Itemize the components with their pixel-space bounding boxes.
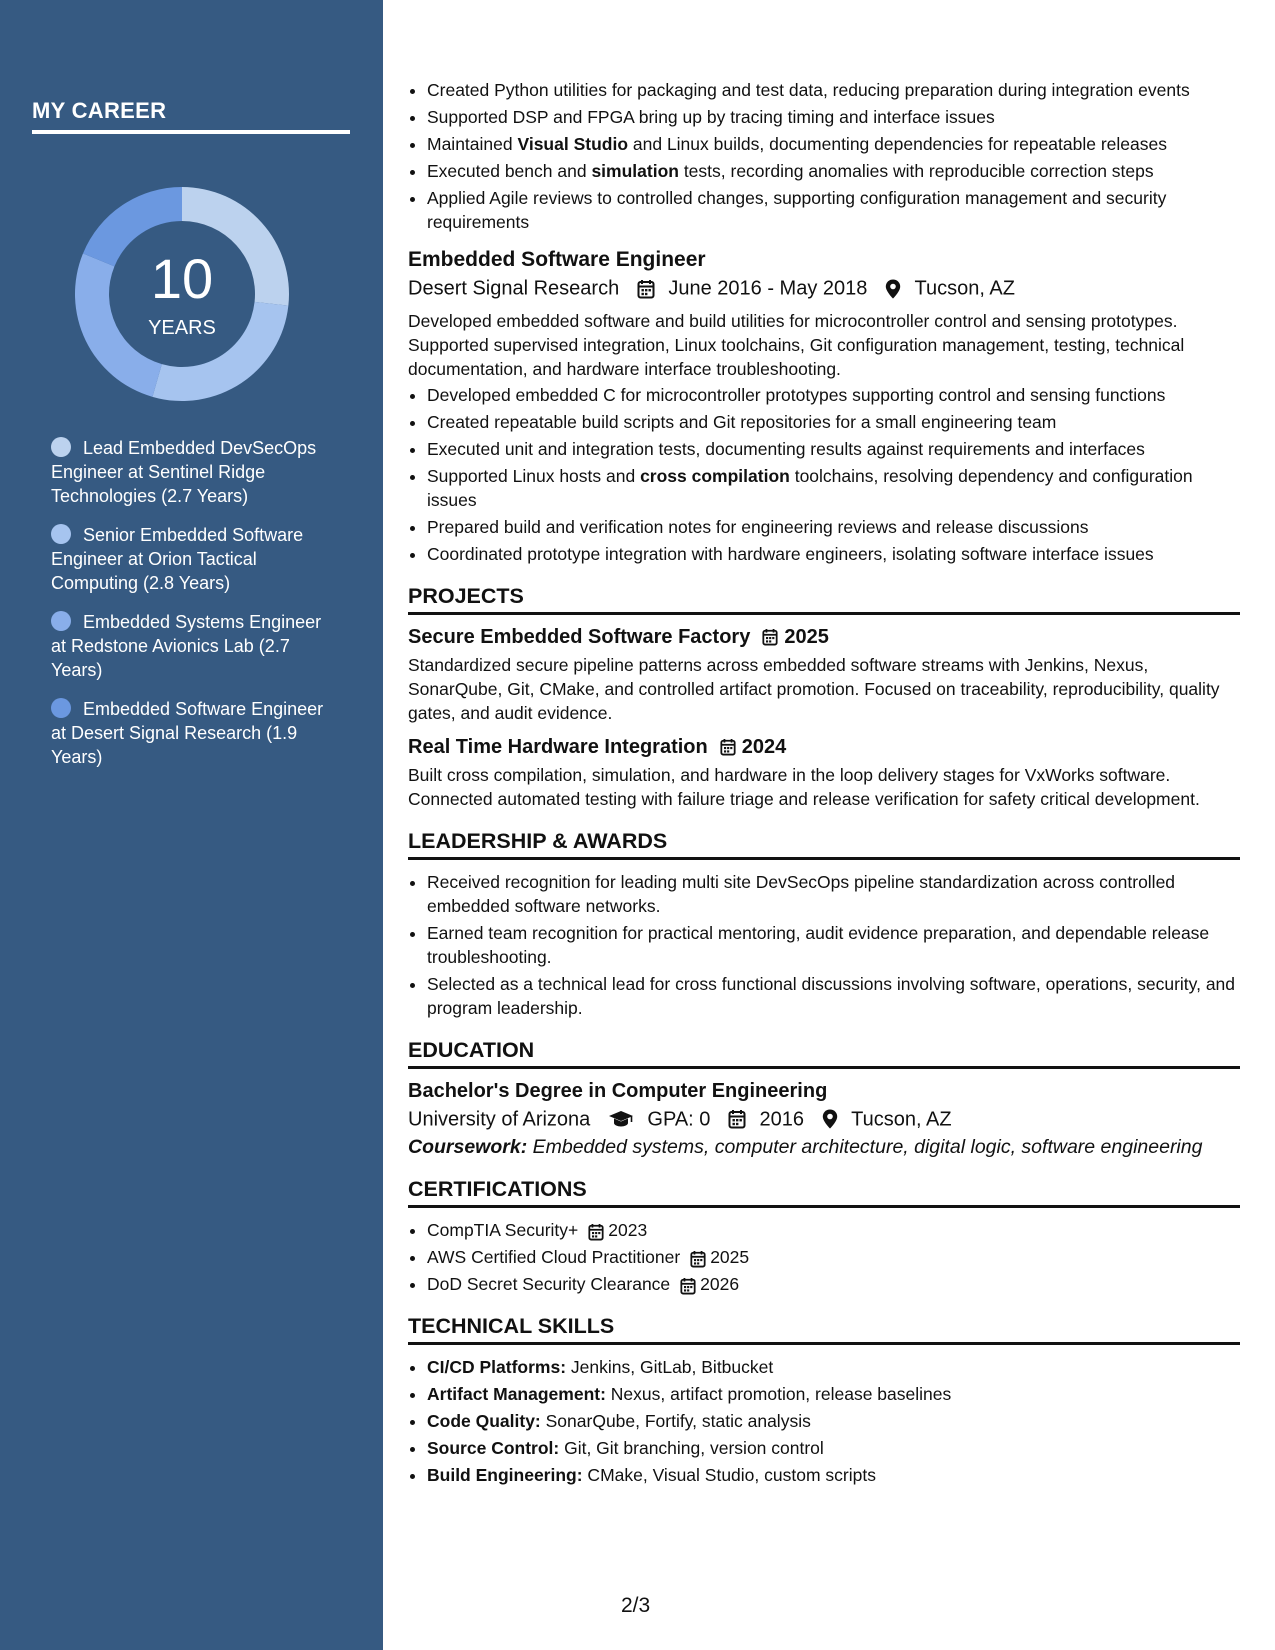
education-gpa: GPA: 0: [647, 1108, 711, 1131]
project-description: Standardized secure pipeline patterns across embedded software streams with Jenkins, Nexus, SonarQube, Git, CMake, and controlled artifact promotion. Focused on traceability, reproducibility, quality gates, and audit evidence.: [408, 654, 1220, 723]
bullet-item: • Created Python utilities for packaging and test data, reducing preparation during integration events: [427, 78, 1240, 102]
education-coursework: [408, 1135, 1240, 1159]
calendar-icon: [690, 1250, 706, 1268]
projects-heading: PROJECTS: [408, 584, 1240, 615]
education-degree: Bachelor's Degree in Computer Engineering: [408, 1079, 828, 1102]
skill-label: Source Control:: [427, 1438, 560, 1459]
project-title-row: [408, 625, 1240, 649]
career-item: [51, 436, 336, 508]
calendar-icon: [588, 1223, 604, 1241]
education-school: University of Arizona: [408, 1108, 591, 1131]
skill-item: [427, 1382, 1240, 1406]
calendar-icon: [728, 1109, 746, 1129]
bullet-item: • Created repeatable build scripts and Git repositories for a small engineering team: [427, 410, 1240, 434]
certification-year: 2023: [608, 1220, 648, 1241]
career-list: [51, 436, 336, 784]
bullet-item: • Coordinated prototype integration with hardware engineers, isolating software interface issues: [427, 542, 1240, 566]
map-pin-icon: [885, 279, 901, 299]
job-dates: June 2016 - May 2018: [668, 277, 868, 300]
bullet-item: • Supported DSP and FPGA bring up by tracing timing and interface issues: [427, 105, 1240, 129]
skill-value: Jenkins, GitLab, Bitbucket: [566, 1357, 774, 1378]
skill-value: Git, Git branching, version control: [559, 1438, 824, 1459]
calendar-icon: [680, 1277, 696, 1295]
leadership-item: • Earned team recognition for practical mentoring, audit evidence preparation, and dependable release troubleshooting.: [427, 921, 1240, 969]
career-legend-dot: [51, 524, 71, 544]
job-summary: Developed embedded software and build utilities for microcontroller control and sensing prototypes. Supported supervised integration, Linux toolchains, Git configuration management, testing, technical documentation, and hardware interface troubleshooting.: [408, 310, 1185, 379]
skill-item: [427, 1463, 1240, 1487]
leadership-heading: LEADERSHIP & AWARDS: [408, 829, 1240, 860]
calendar-icon: [637, 279, 655, 299]
career-total-unit: YEARS: [148, 317, 216, 339]
skill-value: Nexus, artifact promotion, release baselines: [605, 1384, 952, 1405]
education-year: 2016: [759, 1108, 805, 1131]
page-number: 2/3: [621, 1594, 651, 1617]
job-company: Desert Signal Research: [408, 277, 620, 300]
career-title: MY CAREER: [32, 98, 350, 134]
project-year: 2024: [741, 735, 787, 758]
project-title: Real Time Hardware Integration: [408, 735, 708, 758]
education-location: Tucson, AZ: [851, 1108, 952, 1131]
certifications-list: [408, 1218, 1240, 1296]
project-title: Secure Embedded Software Factory: [408, 625, 751, 648]
project-description: Built cross compilation, simulation, and hardware in the loop delivery stages for VxWorks software. Connected automated testing with failure triage and release verification for safety critical development.: [408, 764, 1200, 809]
certification-year: 2025: [710, 1247, 750, 1268]
career-item: [51, 610, 336, 682]
career-item-text: Lead Embedded DevSecOps Engineer at Sentinel Ridge Technologies (2.7 Years): [51, 438, 317, 506]
certification-item: [427, 1245, 1240, 1269]
leadership-item: • Received recognition for leading multi site DevSecOps pipeline standardization across controlled embedded software networks.: [427, 870, 1240, 918]
education-meta: [408, 1107, 1240, 1132]
career-item-text: Senior Embedded Software Engineer at Orion Tactical Computing (2.8 Years): [51, 525, 304, 593]
career-item: [51, 523, 336, 595]
career-item: [51, 697, 336, 769]
career-legend-dot: [51, 611, 71, 631]
career-legend-dot: [51, 437, 71, 457]
career-item-text: Embedded Systems Engineer at Redstone Avionics Lab (2.7 Years): [51, 612, 322, 680]
project-item: [408, 625, 1240, 725]
bullet-item: • Applied Agile reviews to controlled changes, supporting configuration management and security requirements: [427, 186, 1240, 234]
skill-item: [427, 1436, 1240, 1460]
skill-label: Build Engineering:: [427, 1465, 583, 1486]
job-location: Tucson, AZ: [914, 277, 1015, 300]
job-title: Embedded Software Engineer: [408, 248, 706, 271]
job-bullets: [408, 383, 1240, 566]
education-heading: EDUCATION: [408, 1038, 1240, 1069]
skill-label: CI/CD Platforms:: [427, 1357, 567, 1378]
projects-list: [408, 625, 1240, 811]
skill-value: CMake, Visual Studio, custom scripts: [582, 1465, 876, 1486]
leadership-list: [408, 870, 1240, 1020]
skills-list: [408, 1355, 1240, 1487]
graduation-cap-icon: [608, 1110, 634, 1128]
bullet-item: • Executed unit and integration tests, documenting results against requirements and interfaces: [427, 437, 1240, 461]
bullet-item: • Developed embedded C for microcontroller prototypes supporting control and sensing functions: [427, 383, 1240, 407]
main-content: [408, 78, 1240, 1490]
certification-name: CompTIA Security+: [427, 1220, 579, 1241]
project-title-row: [408, 735, 1240, 759]
leadership-item: • Selected as a technical lead for cross functional discussions involving software, operations, security, and program leadership.: [427, 972, 1240, 1020]
sidebar: [0, 0, 383, 1650]
project-item: [408, 735, 1240, 811]
bullet-item: • Executed bench and simulation tests, recording anomalies with reproducible correction steps: [427, 159, 1240, 183]
bullet-item: • Prepared build and verification notes for engineering reviews and release discussions: [427, 515, 1240, 539]
career-donut-chart: [62, 174, 302, 414]
certification-name: DoD Secret Security Clearance: [427, 1274, 671, 1295]
project-year: 2025: [784, 625, 829, 648]
map-pin-icon: [822, 1109, 838, 1129]
bullet-item: • Supported Linux hosts and cross compilation toolchains, resolving dependency and configuration issues: [427, 464, 1240, 512]
career-legend-dot: [51, 698, 71, 718]
calendar-icon: [720, 738, 736, 756]
coursework-label: Coursework:: [408, 1136, 528, 1159]
certification-item: [427, 1218, 1240, 1242]
skill-item: [427, 1355, 1240, 1379]
calendar-icon: [762, 628, 778, 646]
bullet-item: • Maintained Visual Studio and Linux builds, documenting dependencies for repeatable releases: [427, 132, 1240, 156]
career-total-value: 10: [150, 247, 214, 310]
skill-value: SonarQube, Fortify, static analysis: [540, 1411, 811, 1432]
coursework-text: Embedded systems, computer architecture, digital logic, software engineering: [527, 1136, 1203, 1159]
certifications-heading: CERTIFICATIONS: [408, 1177, 1240, 1208]
experience-bullets-continued: [408, 78, 1240, 234]
skill-label: Code Quality:: [427, 1411, 541, 1432]
skill-item: [427, 1409, 1240, 1433]
certification-item: [427, 1272, 1240, 1296]
certification-year: 2026: [700, 1274, 740, 1295]
skill-label: Artifact Management:: [427, 1384, 606, 1405]
certification-name: AWS Certified Cloud Practitioner: [427, 1247, 681, 1268]
skills-heading: TECHNICAL SKILLS: [408, 1314, 1240, 1345]
career-item-text: Embedded Software Engineer at Desert Signal Research (1.9 Years): [51, 699, 324, 767]
job-meta: [408, 276, 1240, 301]
